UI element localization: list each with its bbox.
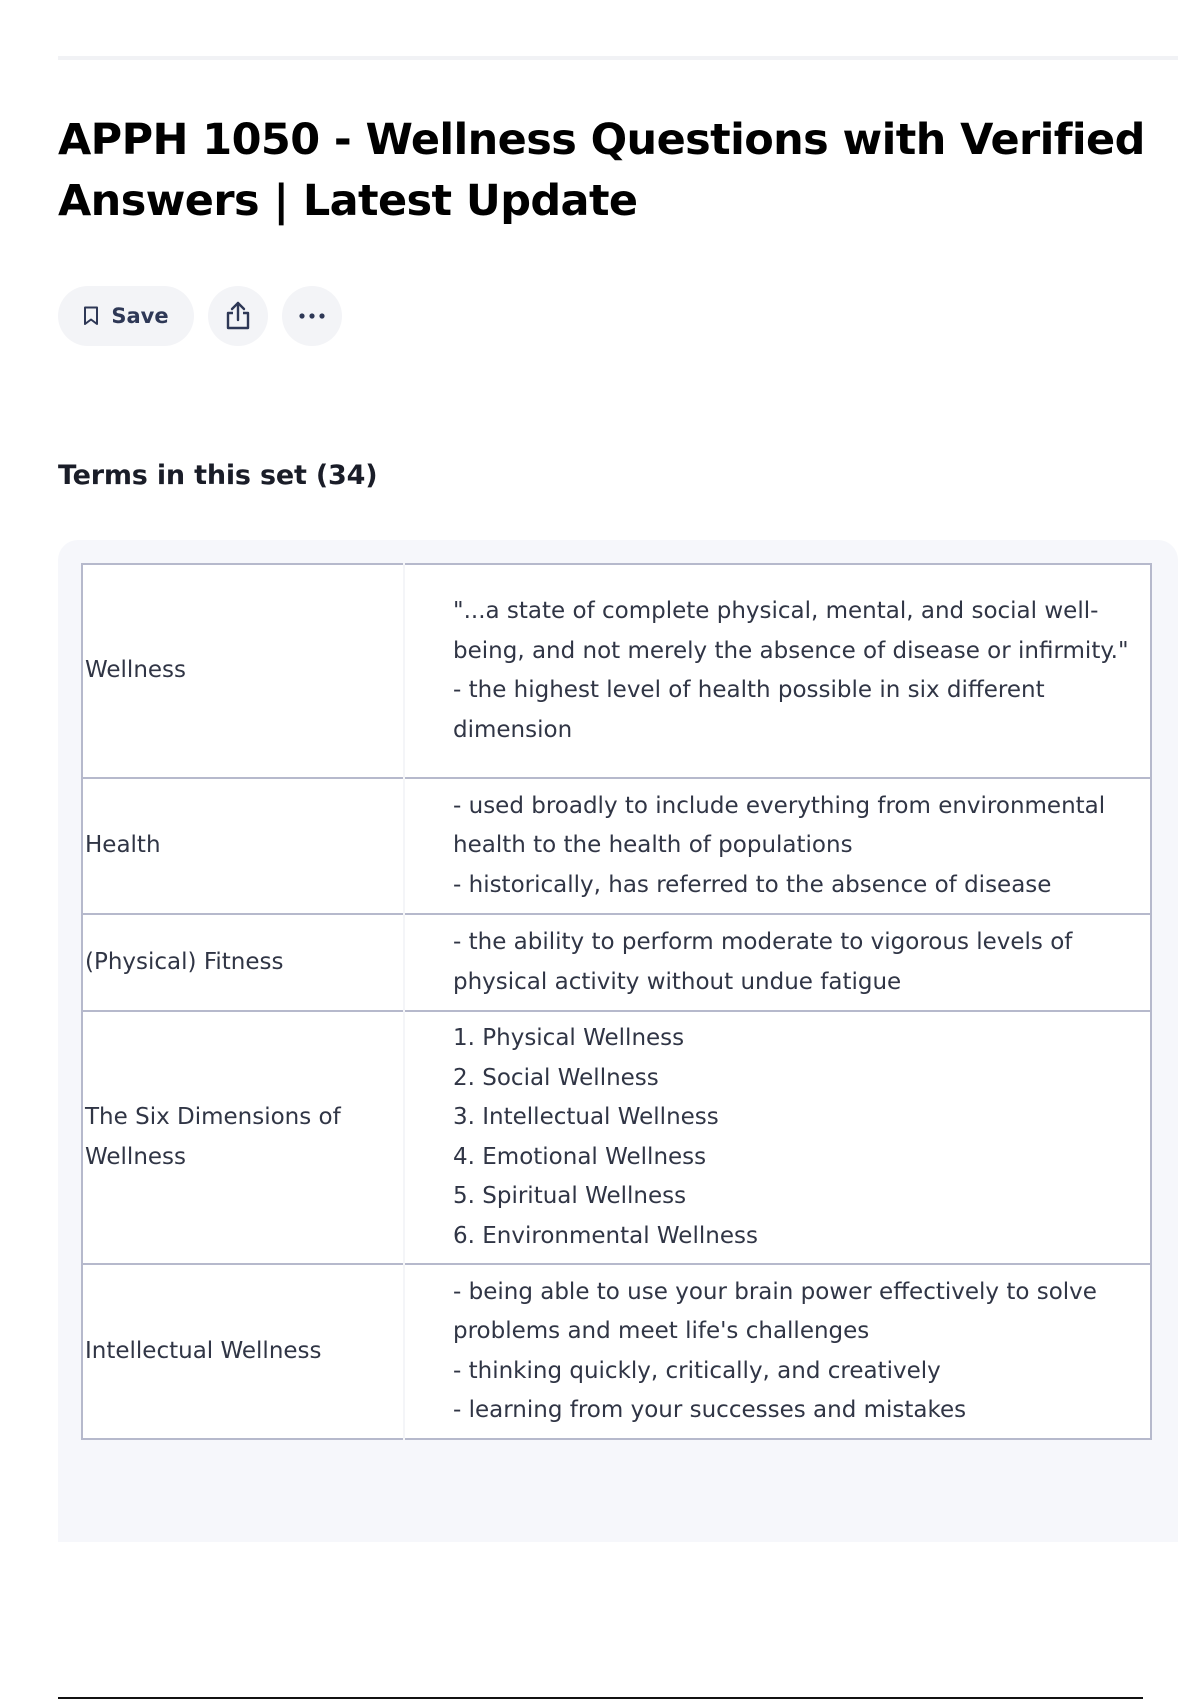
- definition-line: "...a state of complete physical, mental, and social well-being, and not merely the absence of disease or infirmity.": [453, 598, 1129, 664]
- definition-cell: [404, 1264, 1151, 1439]
- bottom-rule: [58, 1697, 1143, 1699]
- share-button[interactable]: [208, 286, 268, 346]
- definition-line: 2. Social Wellness: [453, 1064, 659, 1091]
- save-button[interactable]: [58, 286, 194, 346]
- definition-cell: [404, 564, 1151, 778]
- table-row: [82, 778, 1151, 914]
- definition-line: 4. Emotional Wellness: [453, 1143, 707, 1170]
- term-cell: (Physical) Fitness: [82, 914, 404, 1011]
- table-row: [82, 914, 1151, 1011]
- table-row: [82, 1264, 1151, 1439]
- save-label: Save: [111, 304, 169, 328]
- definition-line: - the ability to perform moderate to vigorous levels of physical activity without undue fatigue: [453, 929, 1073, 995]
- bookmark-icon: [83, 306, 99, 326]
- definition-cell: [404, 1011, 1151, 1264]
- definition-line: - thinking quickly, critically, and creatively: [453, 1357, 941, 1384]
- top-divider: [58, 56, 1178, 60]
- term-cell: Intellectual Wellness: [82, 1264, 404, 1439]
- definition-cell: [404, 778, 1151, 914]
- terms-table: [81, 563, 1152, 1440]
- definition-line: 1. Physical Wellness: [453, 1025, 685, 1051]
- definition-line: 5. Spiritual Wellness: [453, 1183, 687, 1209]
- share-icon: [224, 301, 252, 331]
- term-cell: Wellness: [82, 564, 404, 778]
- definition-line: - learning from your successes and mistakes: [453, 1397, 967, 1423]
- more-options-button[interactable]: [282, 286, 342, 346]
- action-bar: [58, 286, 342, 346]
- term-cell: Health: [82, 778, 404, 914]
- more-horizontal-icon: [298, 312, 326, 320]
- definition-line: - the highest level of health possible in six different dimension: [453, 677, 1045, 743]
- definition-cell: [404, 914, 1151, 1011]
- term-cell: The Six Dimensions of Wellness: [82, 1011, 404, 1264]
- definition-line: - historically, has referred to the absence of disease: [453, 871, 1052, 898]
- definition-line: 3. Intellectual Wellness: [453, 1104, 719, 1130]
- page-title: APPH 1050 - Wellness Questions with Verified Answers | Latest Update: [58, 115, 1145, 226]
- table-row: [82, 1011, 1151, 1264]
- terms-heading: Terms in this set (34): [58, 460, 378, 491]
- table-row: [82, 564, 1151, 778]
- definition-line: 6. Environmental Wellness: [453, 1222, 758, 1249]
- definition-line: - used broadly to include everything from environmental health to the health of populations: [453, 792, 1106, 859]
- definition-line: - being able to use your brain power effectively to solve problems and meet life's challenges: [453, 1278, 1097, 1344]
